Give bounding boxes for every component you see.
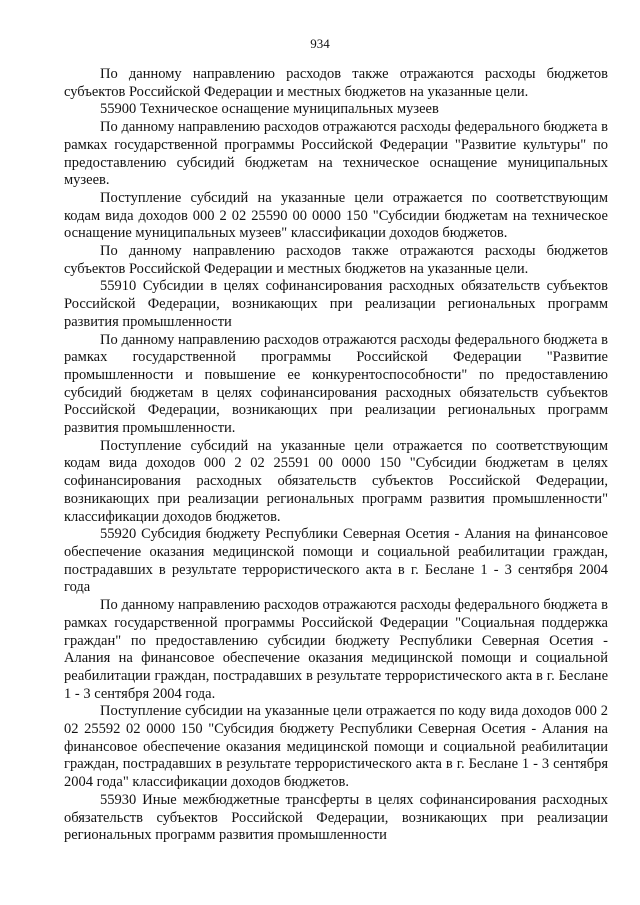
paragraph-7: По данному направлению расходов отражаются расходы федерального бюджета в рамках государственной программы Российской Федерации "Развитие промышленности и повышение ее конкурентоспособности" по предоставлению субсидий бюджетам в целях софинансирования расходных обязательств субъектов Российской Федерации, возникающих при реализации региональных программ развития промышленности. bbox=[64, 331, 608, 437]
paragraph-11: Поступление субсидии на указанные цели отражается по коду вида доходов 000 2 02 25592 02 0000 150 "Субсидия бюджету Республики Северная Осетия - Алания на финансовое обеспечение оказания медицинской помощи и социальной реабилитации граждан, пострадавших в результате террористического акта в г. Беслане 1 - 3 сентября 2004 года" классификации доходов бюджетов. bbox=[64, 703, 608, 791]
section-heading-55910: 55910 Субсидии в целях софинансирования расходных обязательств субъектов Российской Федерации, возникающих при реализации региональных программ развития промышленности bbox=[64, 278, 608, 330]
paragraph-4: Поступление субсидий на указанные цели отражается по соответствующим кодам вида доходов 000 2 02 25590 00 0000 150 "Субсидии бюджетам на техническое оснащение муниципальных музеев" классификации доходов бюджетов. bbox=[64, 189, 608, 242]
section-heading-55900: 55900 Техническое оснащение муниципальных музеев bbox=[100, 101, 439, 118]
paragraph-5: По данному направлению расходов также отражаются расходы бюджетов субъектов Российской Федерации и местных бюджетов на указанные цели. bbox=[64, 243, 608, 277]
page-body bbox=[64, 66, 608, 845]
section-heading-55920: 55920 Субсидия бюджету Республики Северная Осетия - Алания на финансовое обеспечение оказания медицинской помощи и социальной реабилитации граждан, пострадавших в результате террористического акта в г. Беслане 1 - 3 сентября 2004 года bbox=[64, 526, 608, 596]
paragraph-1: По данному направлению расходов также отражаются расходы бюджетов субъектов Российской Федерации и местных бюджетов на указанные цели. bbox=[64, 66, 608, 100]
page-number: 934 bbox=[310, 36, 330, 51]
section-heading-55930: 55930 Иные межбюджетные трансферты в целях софинансирования расходных обязательств субъектов Российской Федерации, возникающих при реализации региональных программ развития промышленности bbox=[64, 791, 608, 844]
paragraph-10: По данному направлению расходов отражаются расходы федерального бюджета в рамках государственной программы Российской Федерации "Социальная поддержка граждан" по предоставлению субсидии бюджету Республики Северная Осетия - Алания на финансовое обеспечение оказания медицинской помощи и социальной реабилитации граждан, пострадавших в результате террористического акта в г. Беслане 1 - 3 сентября 2004 года. bbox=[64, 597, 608, 702]
paragraph-8: Поступление субсидий на указанные цели отражается по соответствующим кодам вида доходов 000 2 02 25591 00 0000 150 "Субсидии бюджетам в целях софинансирования расходных обязательств субъектов Российской Федерации, возникающих при реализации региональных программ развития промышленности" классификации доходов бюджетов. bbox=[64, 437, 608, 525]
paragraph-3: По данному направлению расходов отражаются расходы федерального бюджета в рамках государственной программы Российской Федерации "Развитие культуры" по предоставлению субсидий бюджетам на техническое оснащение муниципальных музеев. bbox=[64, 119, 608, 189]
